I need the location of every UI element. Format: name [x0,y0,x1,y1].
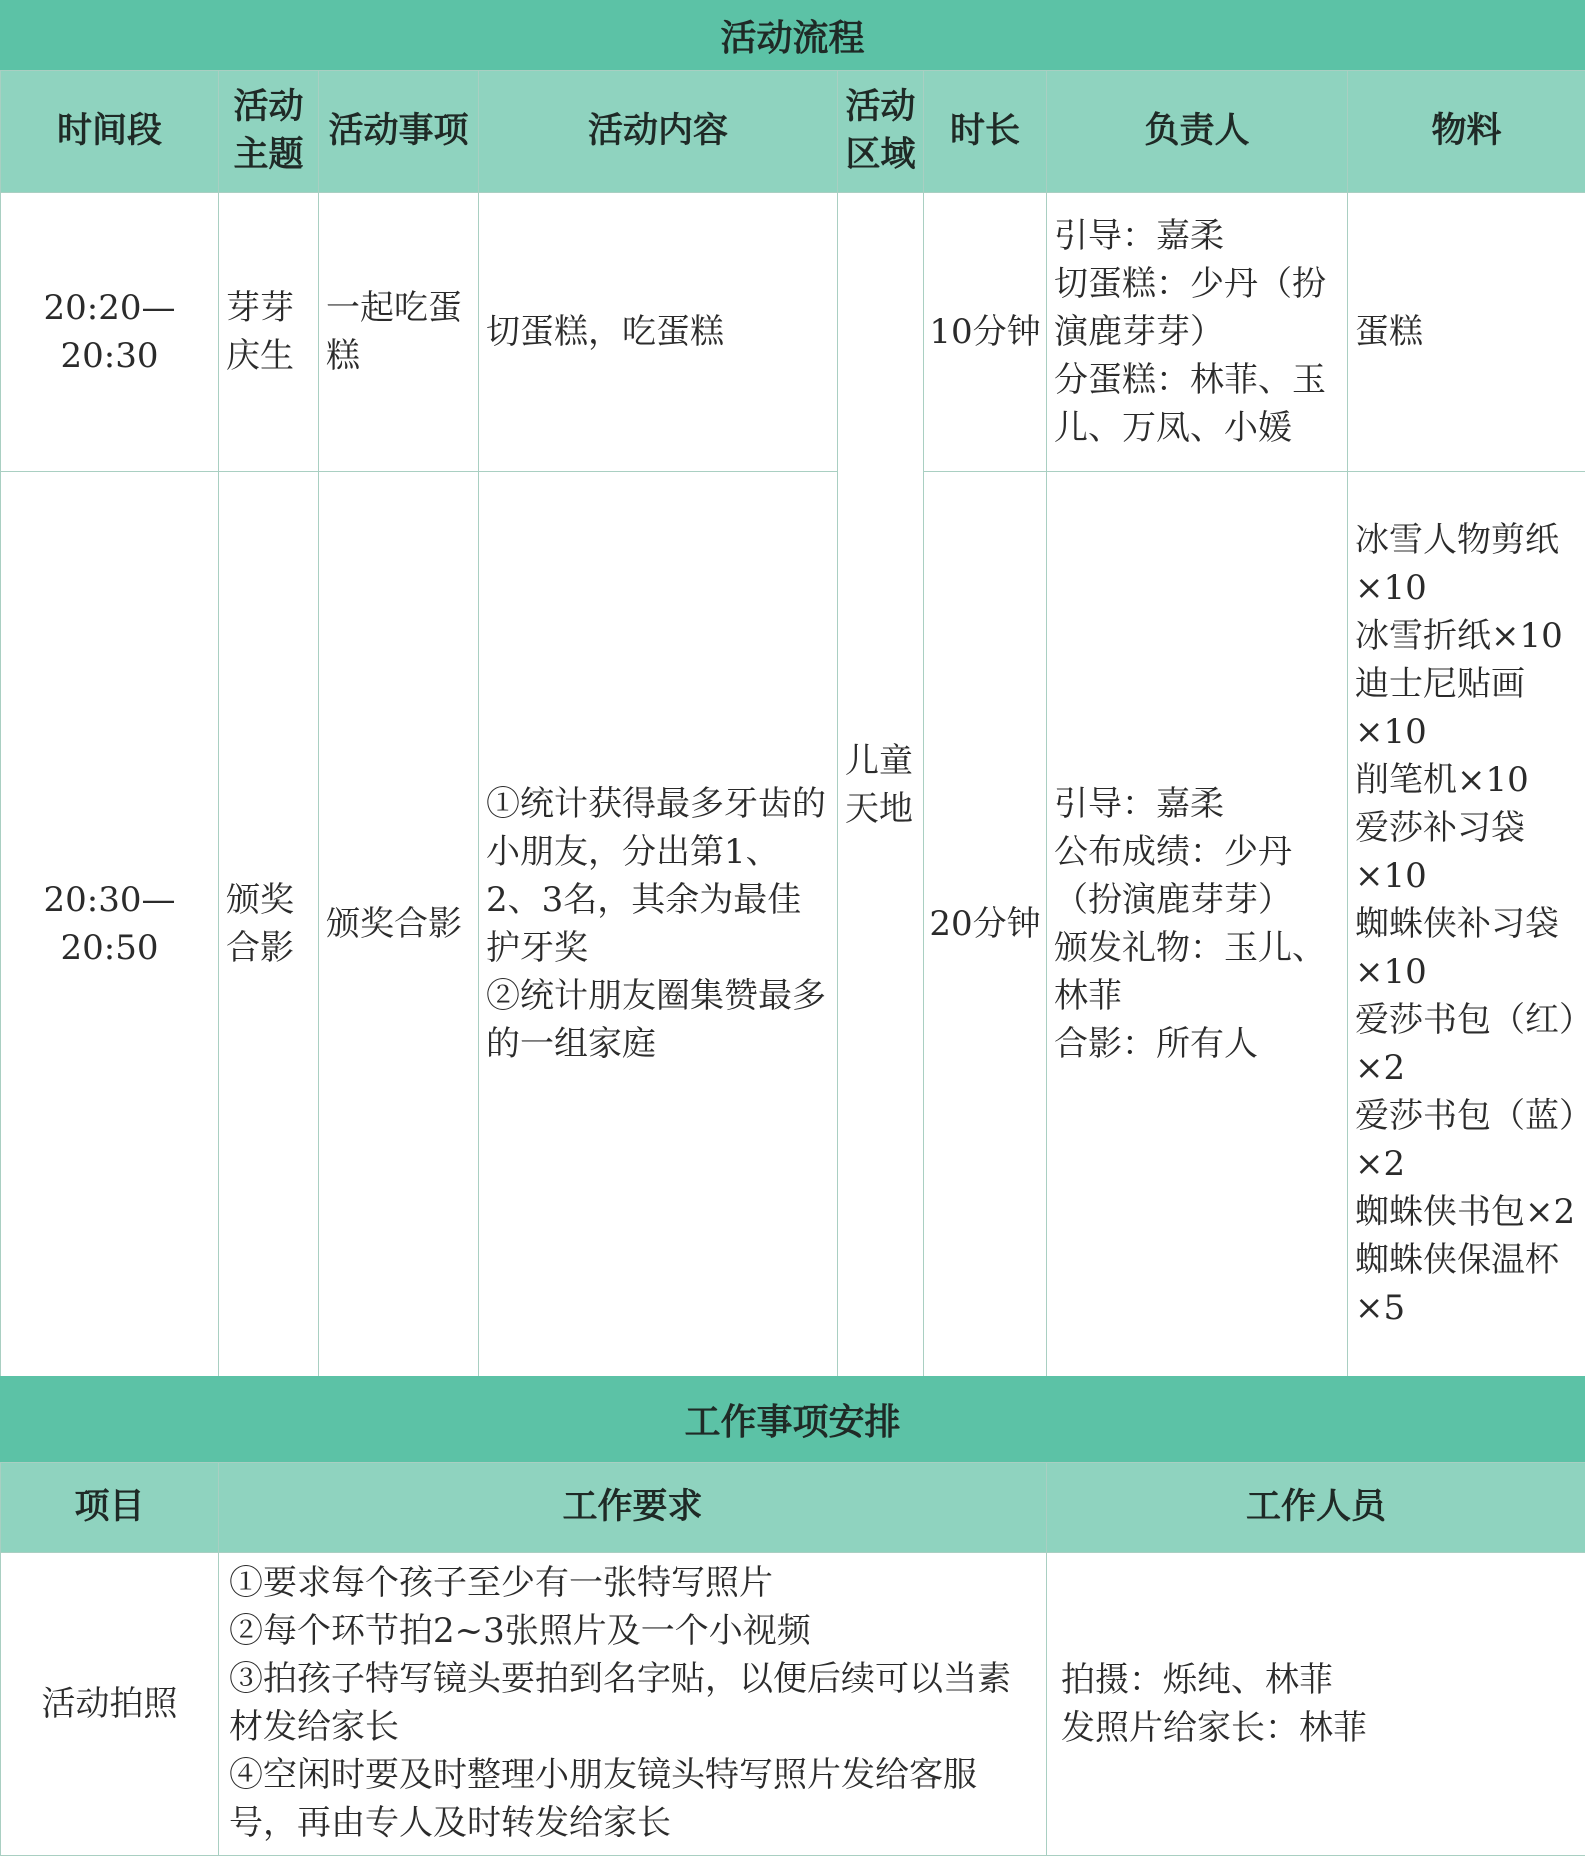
header-owner: 负责人 [1047,71,1348,193]
row2-item: 颁奖合影 [319,472,479,1377]
header-materials: 物料 [1348,71,1585,193]
flow-header-row [1,71,1585,193]
row2-owner: 引导：嘉柔 公布成绩：少丹（扮演鹿芽芽） 颁发礼物：玉儿、林菲 合影：所有人 [1047,472,1348,1377]
header-staff: 工作人员 [1047,1463,1585,1553]
row1-time: 20:20—20:30 [1,193,219,472]
row2-materials: 冰雪人物剪纸×10 冰雪折纸×10 迪士尼贴画×10 削笔机×10 爱莎补习袋×10 蜘蛛侠补习袋×10 爱莎书包（红）×2 爱莎书包（蓝）×2 蜘蛛侠书包×2 蜘蛛侠保温杯×5 [1348,472,1585,1377]
work-table [0,1462,1585,1856]
row1-materials: 蛋糕 [1348,193,1585,472]
header-project: 项目 [1,1463,219,1553]
header-item: 活动事项 [319,71,479,193]
row1-content: 切蛋糕，吃蛋糕 [479,193,838,472]
row1-duration: 10分钟 [924,193,1047,472]
row1-theme: 芽芽庆生 [219,193,319,472]
work-section-title: 工作事项安排 [0,1376,1585,1462]
work-header-row [1,1463,1585,1553]
row2-theme: 颁奖合影 [219,472,319,1377]
header-content: 活动内容 [479,71,838,193]
header-requirements: 工作要求 [219,1463,1047,1553]
flow-row-1 [1,193,1585,472]
row2-content: ①统计获得最多牙齿的小朋友，分出第1、2、3名，其余为最佳护牙奖 ②统计朋友圈集赞最多的一组家庭 [479,472,838,1377]
header-theme: 活动主题 [219,71,319,193]
header-duration: 时长 [924,71,1047,193]
row1-owner: 引导：嘉柔 切蛋糕：少丹（扮演鹿芽芽） 分蛋糕：林菲、玉儿、万凤、小媛 [1047,193,1348,472]
flow-section-title: 活动流程 [0,0,1585,70]
flow-table [0,70,1585,1377]
work-project: 活动拍照 [1,1553,219,1856]
row2-duration: 20分钟 [924,472,1047,1377]
header-time: 时间段 [1,71,219,193]
work-requirements: ①要求每个孩子至少有一张特写照片 ②每个环节拍2~3张照片及一个小视频 ③拍孩子特写镜头要拍到名字贴，以便后续可以当素材发给家长 ④空闲时要及时整理小朋友镜头特写照片发给客服号，再由专人及时转发给家长 [219,1553,1047,1856]
header-area: 活动区域 [838,71,924,193]
work-row-1 [1,1553,1585,1856]
flow-row-2 [1,472,1585,1377]
row1-item: 一起吃蛋糕 [319,193,479,472]
row2-time: 20:30—20:50 [1,472,219,1377]
area-cell: 儿童天地 [838,193,924,1377]
work-staff: 拍摄：烁纯、林菲 发照片给家长：林菲 [1047,1553,1585,1856]
